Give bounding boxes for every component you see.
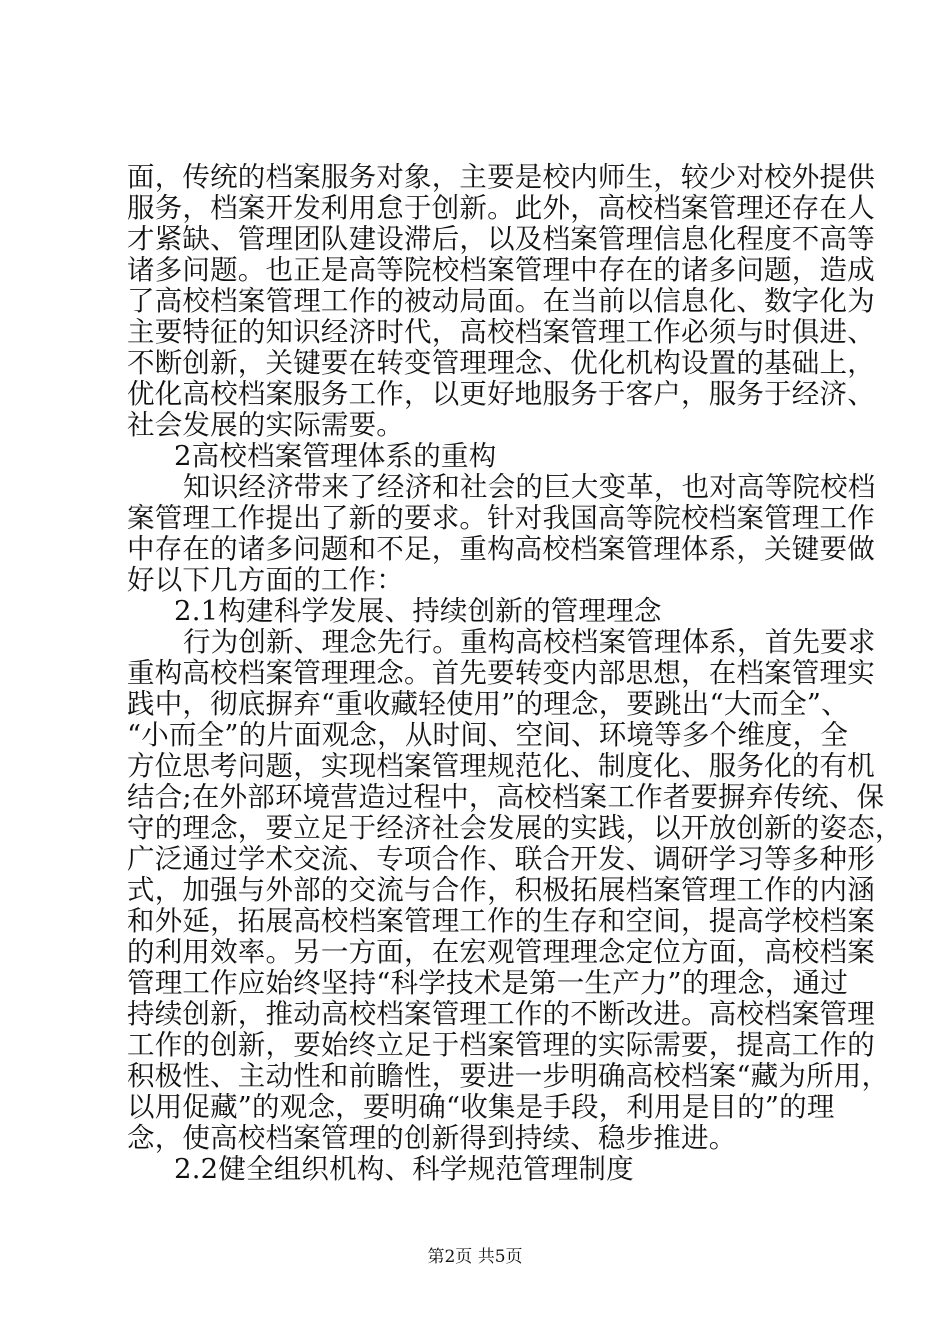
paragraph-line: 诸多问题。也正是高等院校档案管理中存在的诸多问题，造成 — [127, 254, 875, 286]
paragraph-line: “小而全”的片面观念，从时间、空间、环境等多个维度，全 — [127, 719, 849, 751]
paragraph-line: 管理工作应始终坚持“科学技术是第一生产力”的理念，通过 — [127, 967, 849, 999]
paragraph-line: 面，传统的档案服务对象，主要是校内师生，较少对校外提供 — [127, 161, 875, 193]
section-heading: 2高校档案管理体系的重构 — [174, 440, 497, 472]
paragraph-line: 以用促藏”的观念，要明确“收集是手段，利用是目的”的理 — [127, 1091, 835, 1123]
paragraph-line: 积极性、主动性和前瞻性，要进一步明确高校档案“藏为所用， — [127, 1060, 890, 1092]
paragraph-line: 服务，档案开发利用怠于创新。此外，高校档案管理还存在人 — [127, 192, 875, 224]
paragraph-line: 中存在的诸多问题和不足，重构高校档案管理体系，关键要做 — [127, 533, 875, 565]
page-footer: 第2页 共5页 — [427, 1247, 523, 1267]
paragraph-line: 优化高校档案服务工作，以更好地服务于客户，服务于经济、 — [127, 378, 875, 410]
paragraph-line: 行为创新、理念先行。重构高校档案管理体系，首先要求 — [183, 626, 876, 658]
paragraph-line: 和外延，拓展高校档案管理工作的生存和空间，提高学校档案 — [127, 905, 875, 937]
paragraph-line: 守的理念，要立足于经济社会发展的实践，以开放创新的姿态， — [127, 812, 903, 844]
paragraph-line: 了高校档案管理工作的被动局面。在当前以信息化、数字化为 — [127, 285, 875, 317]
paragraph-line: 主要特征的知识经济时代，高校档案管理工作必须与时俱进、 — [127, 316, 875, 348]
paragraph-line: 践中，彻底摒弃“重收藏轻使用”的理念，要跳出“大而全”、 — [127, 688, 849, 720]
paragraph-line: 才紧缺、管理团队建设滞后，以及档案管理信息化程度不高等 — [127, 223, 875, 255]
paragraph-line: 的利用效率。另一方面，在宏观管理理念定位方面，高校档案 — [127, 936, 875, 968]
paragraph-line: 案管理工作提出了新的要求。针对我国高等院校档案管理工作 — [127, 502, 875, 534]
section-heading: 2.2健全组织机构、科学规范管理制度 — [174, 1153, 634, 1185]
paragraph-line: 方位思考问题，实现档案管理规范化、制度化、服务化的有机 — [127, 750, 875, 782]
paragraph-line: 好以下几方面的工作： — [127, 564, 404, 596]
paragraph-line: 社会发展的实际需要。 — [127, 409, 404, 441]
section-heading: 2.1构建科学发展、持续创新的管理理念 — [174, 595, 662, 627]
paragraph-line: 不断创新，关键要在转变管理理念、优化机构设置的基础上， — [127, 347, 875, 379]
paragraph-line: 念，使高校档案管理的创新得到持续、稳步推进。 — [127, 1122, 737, 1154]
paragraph-line: 广泛通过学术交流、专项合作、联合开发、调研学习等多种形 — [127, 843, 875, 875]
paragraph-line: 结合;在外部环境营造过程中，高校档案工作者要摒弃传统、保 — [127, 781, 885, 813]
paragraph-line: 式，加强与外部的交流与合作，积极拓展档案管理工作的内涵 — [127, 874, 875, 906]
paragraph-line: 工作的创新，要始终立足于档案管理的实际需要，提高工作的 — [127, 1029, 875, 1061]
paragraph-line: 知识经济带来了经济和社会的巨大变革，也对高等院校档 — [183, 471, 876, 503]
paragraph-line: 重构高校档案管理理念。首先要转变内部思想，在档案管理实 — [127, 657, 875, 689]
paragraph-line: 持续创新，推动高校档案管理工作的不断改进。高校档案管理 — [127, 998, 875, 1030]
